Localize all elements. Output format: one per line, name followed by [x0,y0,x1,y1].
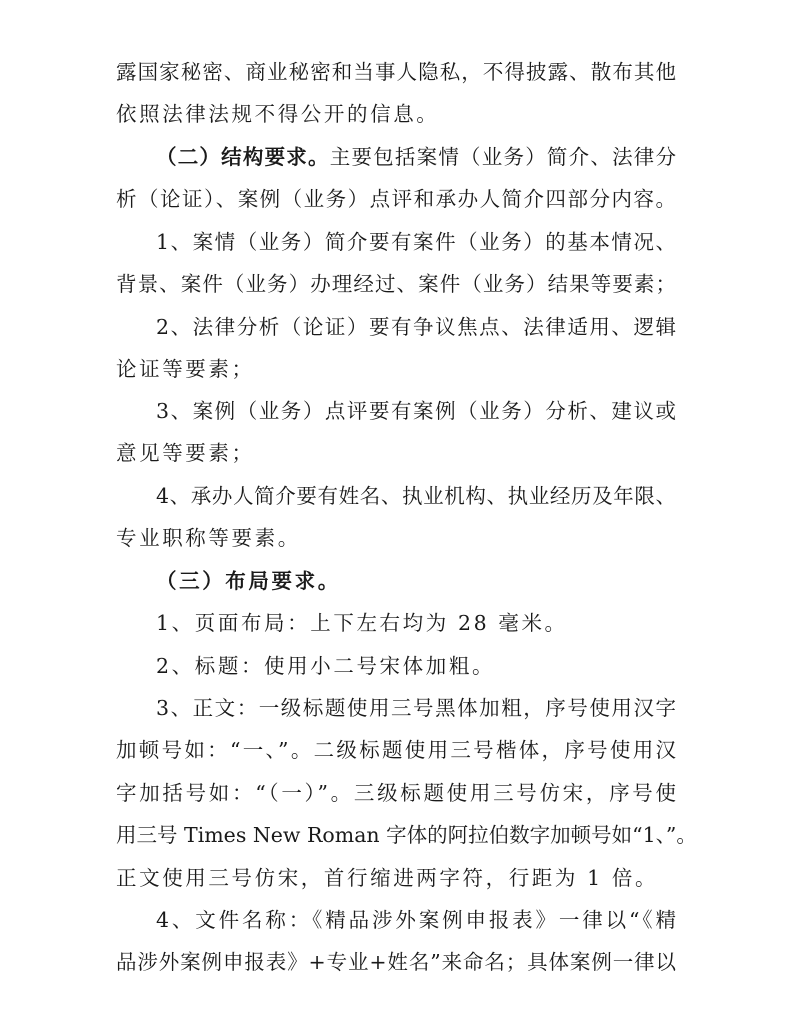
paragraph-line: 意见等要素； [116,441,255,465]
paragraph-line: 3、正文：一级标题使用三号黑体加粗，序号使用汉字 [156,696,676,720]
heading-text: （二）结构要求。 [156,145,330,169]
paragraph-line: 用三号 Times New Roman 字体的阿拉伯数字加顿号如“1、”。 [116,823,697,847]
section-heading-layout: （三）布局要求。 [156,569,341,593]
paragraph-line: 2、标题：使用小二号宋体加粗。 [156,654,496,678]
paragraph-line: 露国家秘密、商业秘密和当事人隐私，不得披露、散布其他 [116,60,676,84]
paragraph-line: 1、案情（业务）简介要有案件（业务）的基本情况、 [156,230,676,254]
paragraph-line: 3、案例（业务）点评要有案例（业务）分析、建议或 [156,399,676,423]
paragraph-line: 加顿号如：“一、”。二级标题使用三号楷体，序号使用汉 [116,738,676,762]
paragraph-line: 正文使用三号仿宋，首行缩进两字符，行距为 1 倍。 [116,866,659,890]
section-heading-structure [156,143,676,171]
paragraph-line: 4、承办人简介要有姓名、执业机构、执业经历及年限、 [156,484,676,508]
paragraph-line: 析（论证）、案例（业务）点评和承办人简介四部分内容。 [116,187,676,211]
paragraph-text: 主要包括案情（业务）简介、法律分 [329,145,677,169]
paragraph-line: 背景、案件（业务）办理经过、案件（业务）结果等要素； [116,272,676,296]
paragraph-line: 2、法律分析（论证）要有争议焦点、法律适用、逻辑 [156,315,676,339]
paragraph-line: 字加括号如：“（一）”。三级标题使用三号仿宋，序号使 [116,781,676,805]
paragraph-line: 品涉外案例申报表》+专业+姓名”来命名；具体案例一律以 [116,950,676,974]
paragraph-line: 依照法律法规不得公开的信息。 [116,102,440,126]
paragraph-line: 论证等要素； [116,357,255,381]
paragraph-line: 专业职称等要素。 [116,526,301,550]
paragraph-line: 4、文件名称：《精品涉外案例申报表》一律以“《精 [156,908,676,932]
paragraph-line: 1、页面布局：上下左右均为 28 毫米。 [156,611,568,635]
